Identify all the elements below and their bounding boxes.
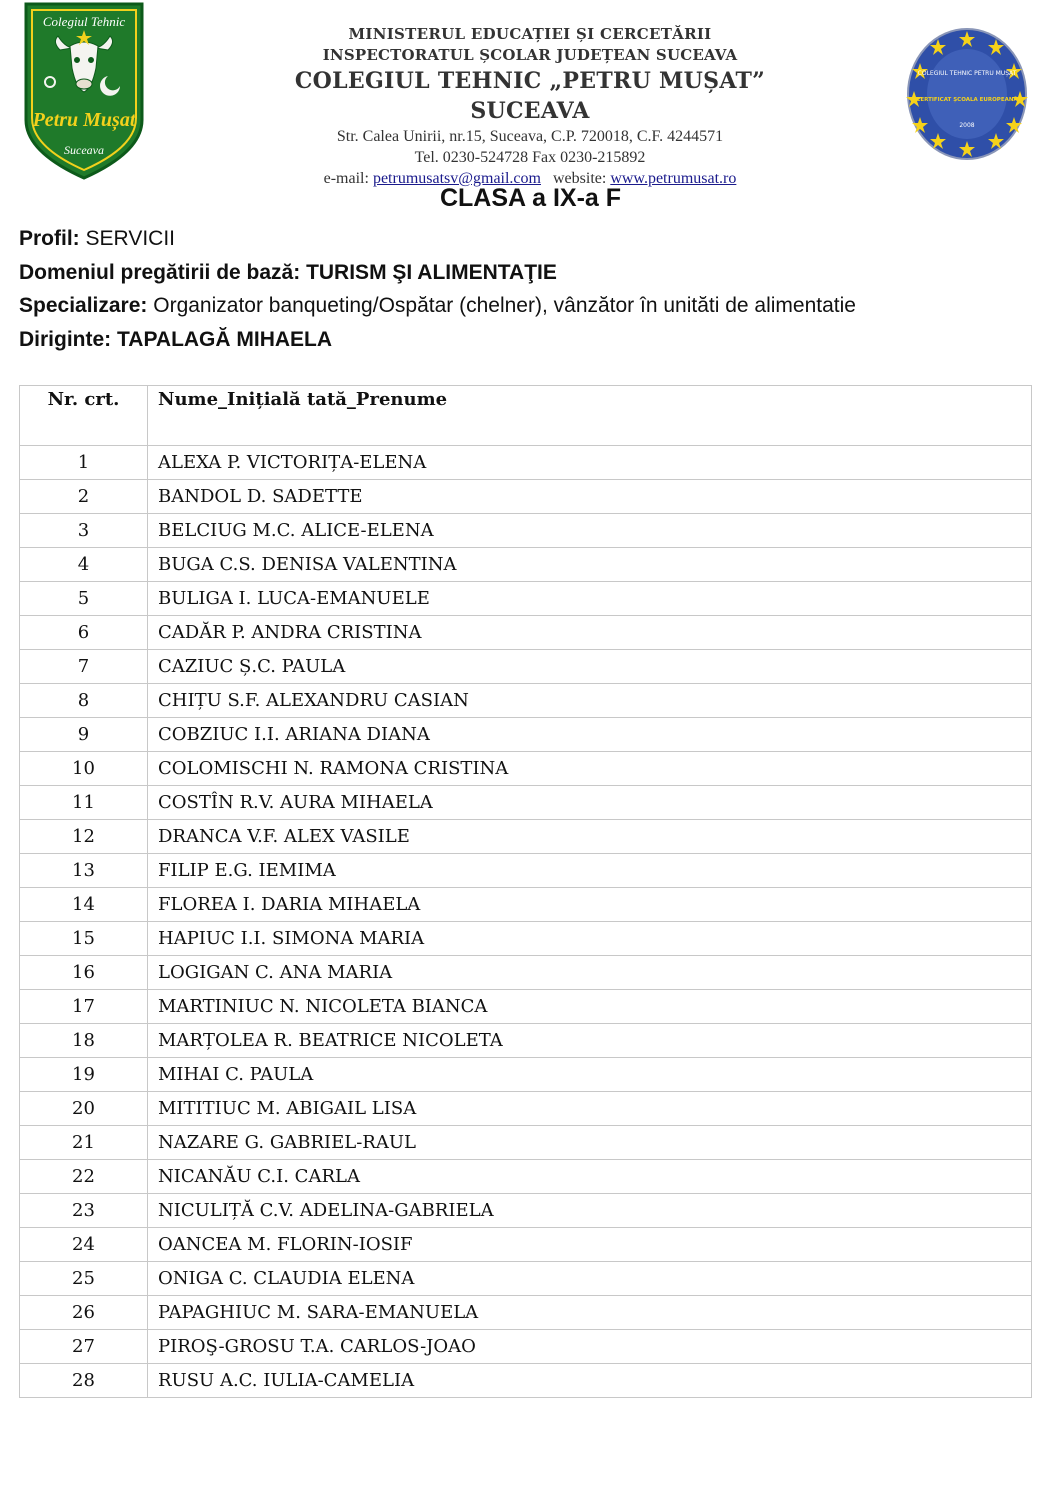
student-name-cell: FLOREA I. DARIA MIHAELA <box>148 888 1032 922</box>
row-number-cell: 22 <box>20 1160 148 1194</box>
row-number-cell: 24 <box>20 1228 148 1262</box>
profile-value: SERVICII <box>85 227 175 250</box>
student-name-cell: MITITIUC M. ABIGAIL LISA <box>148 1092 1032 1126</box>
website-link[interactable]: www.petrumusat.ro <box>610 170 737 187</box>
row-number-cell: 8 <box>20 684 148 718</box>
row-number-cell: 26 <box>20 1296 148 1330</box>
table-row <box>20 1024 1032 1058</box>
class-info <box>19 222 856 356</box>
student-name-cell: NICULIȚĂ C.V. ADELINA-GABRIELA <box>148 1194 1032 1228</box>
student-name-cell: DRANCA V.F. ALEX VASILE <box>148 820 1032 854</box>
table-row <box>20 616 1032 650</box>
student-name-cell: CAZIUC Ș.C. PAULA <box>148 650 1032 684</box>
table-row <box>20 446 1032 480</box>
row-number-cell: 9 <box>20 718 148 752</box>
profile-line <box>19 222 856 256</box>
table-body <box>20 446 1032 1398</box>
school-crest-logo <box>22 2 146 180</box>
svg-text:Colegiul Tehnic: Colegiul Tehnic <box>42 14 126 29</box>
domain-label: Domeniul pregătirii de bază: <box>19 260 301 284</box>
row-number-cell: 11 <box>20 786 148 820</box>
table-row <box>20 1330 1032 1364</box>
student-name-cell: CADĂR P. ANDRA CRISTINA <box>148 616 1032 650</box>
table-header-row <box>20 386 1032 446</box>
student-name-cell: HAPIUC I.I. SIMONA MARIA <box>148 922 1032 956</box>
column-header-number: Nr. crt. <box>20 386 148 446</box>
row-number-cell: 28 <box>20 1364 148 1398</box>
website-label: website: <box>552 170 607 187</box>
student-name-cell: COLOMISCHI N. RAMONA CRISTINA <box>148 752 1032 786</box>
table-row <box>20 1228 1032 1262</box>
row-number-cell: 7 <box>20 650 148 684</box>
row-number-cell: 14 <box>20 888 148 922</box>
student-name-cell: RUSU A.C. IULIA-CAMELIA <box>148 1364 1032 1398</box>
student-name-cell: CHIȚU S.F. ALEXANDRU CASIAN <box>148 684 1032 718</box>
row-number-cell: 19 <box>20 1058 148 1092</box>
student-name-cell: COSTÎN R.V. AURA MIHAELA <box>148 786 1032 820</box>
letterhead <box>0 0 1061 185</box>
svg-text:COLEGIUL TEHNIC PETRU MUȘAT: COLEGIUL TEHNIC PETRU MUȘAT <box>917 70 1017 77</box>
table-row <box>20 548 1032 582</box>
row-number-cell: 21 <box>20 1126 148 1160</box>
table-row <box>20 786 1032 820</box>
row-number-cell: 15 <box>20 922 148 956</box>
table-row <box>20 480 1032 514</box>
table-row <box>20 650 1032 684</box>
student-name-cell: MARȚOLEA R. BEATRICE NICOLETA <box>148 1024 1032 1058</box>
table-row <box>20 1262 1032 1296</box>
table-row <box>20 684 1032 718</box>
inspectorate-name: INSPECTORATUL ȘCOLAR JUDEȚEAN SUCEAVA <box>322 46 738 64</box>
student-name-cell: BUGA C.S. DENISA VALENTINA <box>148 548 1032 582</box>
svg-text:Suceava: Suceava <box>64 143 104 157</box>
student-name-cell: MIHAI C. PAULA <box>148 1058 1032 1092</box>
student-name-cell: NICANĂU C.I. CARLA <box>148 1160 1032 1194</box>
student-name-cell: OANCEA M. FLORIN-IOSIF <box>148 1228 1032 1262</box>
row-number-cell: 23 <box>20 1194 148 1228</box>
form-teacher-value: TAPALAGĂ MIHAELA <box>117 327 333 351</box>
student-name-cell: FILIP E.G. IEMIMA <box>148 854 1032 888</box>
student-name-cell: ALEXA P. VICTORIȚA-ELENA <box>148 446 1032 480</box>
school-phone-fax: Tel. 0230-524728 Fax 0230-215892 <box>414 149 646 166</box>
row-number-cell: 6 <box>20 616 148 650</box>
table-row <box>20 718 1032 752</box>
domain-value: TURISM ŞI ALIMENTAŢIE <box>306 260 557 284</box>
student-name-cell: MARTINIUC N. NICOLETA BIANCA <box>148 990 1032 1024</box>
email-link[interactable]: petrumusatsv@gmail.com <box>372 170 541 187</box>
table-row <box>20 1194 1032 1228</box>
table-row <box>20 854 1032 888</box>
table-row <box>20 582 1032 616</box>
table-row <box>20 1364 1032 1398</box>
form-teacher-line <box>19 323 856 357</box>
student-name-cell: COBZIUC I.I. ARIANA DIANA <box>148 718 1032 752</box>
student-name-cell: PIROŞ-GROSU T.A. CARLOS-JOAO <box>148 1330 1032 1364</box>
row-number-cell: 20 <box>20 1092 148 1126</box>
row-number-cell: 5 <box>20 582 148 616</box>
table-row <box>20 514 1032 548</box>
table-row <box>20 888 1032 922</box>
row-number-cell: 18 <box>20 1024 148 1058</box>
table-row <box>20 990 1032 1024</box>
svg-text:2008: 2008 <box>959 122 975 129</box>
table-row <box>20 1126 1032 1160</box>
row-number-cell: 16 <box>20 956 148 990</box>
class-title: CLASA a IX-a F <box>439 184 622 212</box>
student-name-cell: LOGIGAN C. ANA MARIA <box>148 956 1032 990</box>
european-school-certificate-seal <box>906 27 1028 161</box>
row-number-cell: 13 <box>20 854 148 888</box>
form-teacher-label: Diriginte: <box>19 327 112 351</box>
svg-text:Petru Mușat: Petru Mușat <box>32 109 136 131</box>
row-number-cell: 17 <box>20 990 148 1024</box>
table-row <box>20 922 1032 956</box>
student-name-cell: BANDOL D. SADETTE <box>148 480 1032 514</box>
table-row <box>20 752 1032 786</box>
row-number-cell: 4 <box>20 548 148 582</box>
domain-line <box>19 256 856 290</box>
email-label: e-mail: <box>323 170 369 187</box>
table-row <box>20 1160 1032 1194</box>
row-number-cell: 1 <box>20 446 148 480</box>
student-name-cell: BULIGA I. LUCA-EMANUELE <box>148 582 1032 616</box>
row-number-cell: 27 <box>20 1330 148 1364</box>
specialization-label: Specializare: <box>19 294 148 317</box>
row-number-cell: 25 <box>20 1262 148 1296</box>
row-number-cell: 3 <box>20 514 148 548</box>
table-row <box>20 820 1032 854</box>
school-name: COLEGIUL TEHNIC „PETRU MUȘAT” SUCEAVA <box>294 68 766 124</box>
letterhead-text <box>250 24 810 189</box>
specialization-value: Organizator banqueting/Ospătar (chelner), vânzător în unităti de alimentatie <box>153 294 856 317</box>
table-row <box>20 956 1032 990</box>
student-roster-table <box>19 385 1032 1398</box>
ministry-name: MINISTERUL EDUCAȚIEI ȘI CERCETĂRII <box>348 25 712 43</box>
profile-label: Profil: <box>19 227 80 250</box>
row-number-cell: 2 <box>20 480 148 514</box>
row-number-cell: 10 <box>20 752 148 786</box>
svg-text:CERTIFICAT ȘCOALA EUROPEANĂ: CERTIFICAT ȘCOALA EUROPEANĂ <box>916 97 1018 103</box>
table-row <box>20 1296 1032 1330</box>
table-row <box>20 1058 1032 1092</box>
column-header-name: Nume_Inițială tată_Prenume <box>148 386 1032 446</box>
row-number-cell: 12 <box>20 820 148 854</box>
student-name-cell: NAZARE G. GABRIEL-RAUL <box>148 1126 1032 1160</box>
student-name-cell: PAPAGHIUC M. SARA-EMANUELA <box>148 1296 1032 1330</box>
school-address: Str. Calea Unirii, nr.15, Suceava, C.P. 720018, C.F. 4244571 <box>336 128 724 145</box>
student-name-cell: BELCIUG M.C. ALICE-ELENA <box>148 514 1032 548</box>
table-row <box>20 1092 1032 1126</box>
student-name-cell: ONIGA C. CLAUDIA ELENA <box>148 1262 1032 1296</box>
specialization-line <box>19 289 856 323</box>
